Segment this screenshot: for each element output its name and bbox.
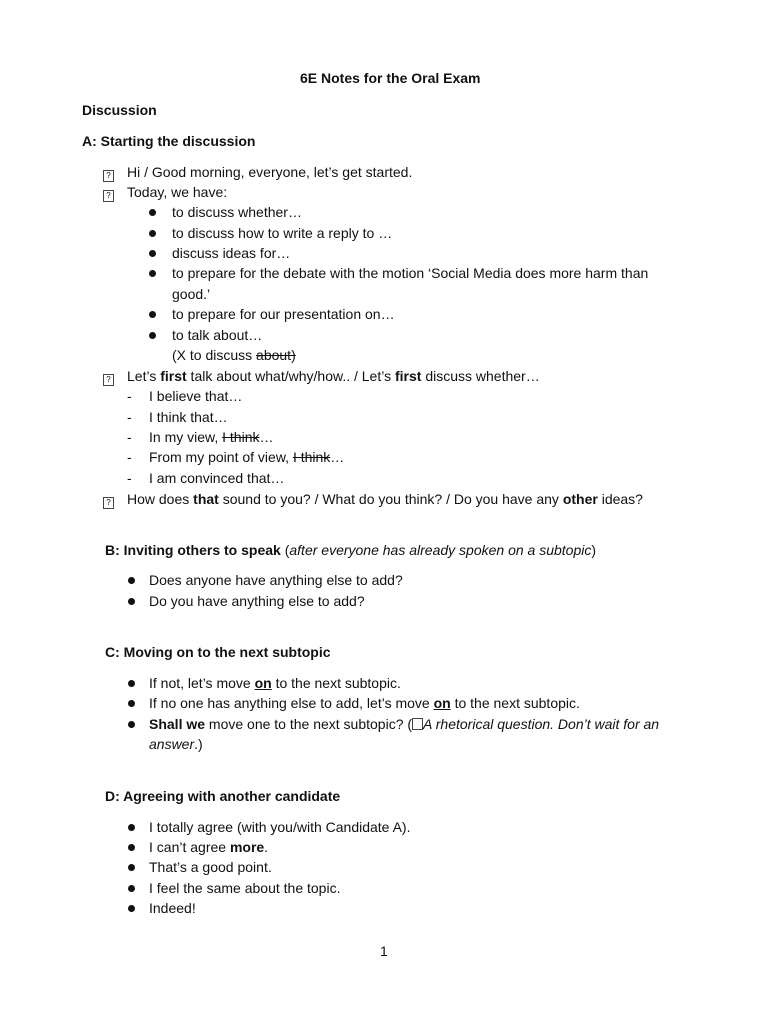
- list-item: If not, let’s move on to the next subtopic.: [149, 675, 401, 691]
- discuss-note: (X to discuss about): [172, 347, 296, 363]
- bullet-icon: [149, 332, 156, 339]
- bullet-icon: [149, 311, 156, 318]
- section-c-heading: C: Moving on to the next subtopic: [105, 644, 331, 660]
- list-item: Shall we move one to the next subtopic? ( A rhetorical question. Don’t wait for an: [149, 716, 660, 732]
- dash-item: I believe that…: [149, 388, 243, 404]
- list-item: to talk about…: [172, 327, 263, 343]
- bullet-icon: [128, 824, 135, 831]
- bullet-icon: [149, 209, 156, 216]
- missing-glyph-icon: ?: [103, 182, 114, 202]
- dash-item: I think that…: [149, 409, 228, 425]
- page-number: 1: [380, 943, 388, 959]
- bullet-icon: [128, 844, 135, 851]
- bullet-icon: [128, 680, 135, 687]
- today-line: Today, we have:: [127, 184, 228, 200]
- bullet-icon: [128, 721, 135, 728]
- dash-item: From my point of view, I think…: [149, 449, 345, 465]
- list-item: to prepare for our presentation on…: [172, 306, 395, 322]
- bullet-icon: [128, 577, 135, 584]
- dash-marker: -: [127, 429, 132, 445]
- list-item: to discuss whether…: [172, 204, 302, 220]
- list-item: discuss ideas for…: [172, 245, 291, 261]
- list-item: to prepare for the debate with the motion ‘Social Media does more harm than: [172, 265, 649, 281]
- bullet-icon: [128, 885, 135, 892]
- greeting-line: Hi / Good morning, everyone, let’s get started.: [127, 164, 413, 180]
- dash-marker: -: [127, 470, 132, 486]
- list-item: If no one has anything else to add, let’s move on to the next subtopic.: [149, 695, 580, 711]
- bullet-icon: [128, 598, 135, 605]
- list-item: Indeed!: [149, 900, 196, 916]
- list-item: I feel the same about the topic.: [149, 880, 341, 896]
- section-d-heading: D: Agreeing with another candidate: [105, 788, 341, 804]
- bullet-icon: [128, 905, 135, 912]
- bullet-icon: [149, 270, 156, 277]
- section-b-heading: B: Inviting others to speak (after everyone has already spoken on a subtopic): [105, 542, 597, 558]
- bullet-icon: [128, 700, 135, 707]
- list-item: I can’t agree more.: [149, 839, 269, 855]
- dash-item: I am convinced that…: [149, 470, 285, 486]
- list-item: Do you have anything else to add?: [149, 593, 365, 609]
- list-item: I totally agree (with you/with Candidate A).: [149, 819, 411, 835]
- missing-glyph-icon: ?: [103, 489, 114, 509]
- dash-item: In my view, I think…: [149, 429, 274, 445]
- how-does-line: How does that sound to you? / What do you think? / Do you have any other ideas?: [127, 491, 643, 507]
- bullet-icon: [128, 864, 135, 871]
- document-title: 6E Notes for the Oral Exam: [300, 70, 481, 86]
- dash-marker: -: [127, 449, 132, 465]
- bullet-icon: [149, 230, 156, 237]
- dash-marker: -: [127, 388, 132, 404]
- section-a-heading: A: Starting the discussion: [82, 133, 256, 149]
- dash-marker: -: [127, 409, 132, 425]
- list-item: That’s a good point.: [149, 859, 272, 875]
- list-item-continuation: good.’: [172, 286, 211, 302]
- lets-first-line: Let’s first talk about what/why/how.. / Let’s first discuss whether…: [127, 368, 540, 384]
- list-item-continuation: answer.): [149, 736, 203, 752]
- missing-glyph-icon: ?: [103, 366, 114, 386]
- section-discussion-heading: Discussion: [82, 102, 157, 118]
- missing-glyph-icon: [412, 718, 423, 730]
- list-item: Does anyone have anything else to add?: [149, 572, 403, 588]
- list-item: to discuss how to write a reply to …: [172, 225, 393, 241]
- bullet-icon: [149, 250, 156, 257]
- missing-glyph-icon: ?: [103, 162, 114, 182]
